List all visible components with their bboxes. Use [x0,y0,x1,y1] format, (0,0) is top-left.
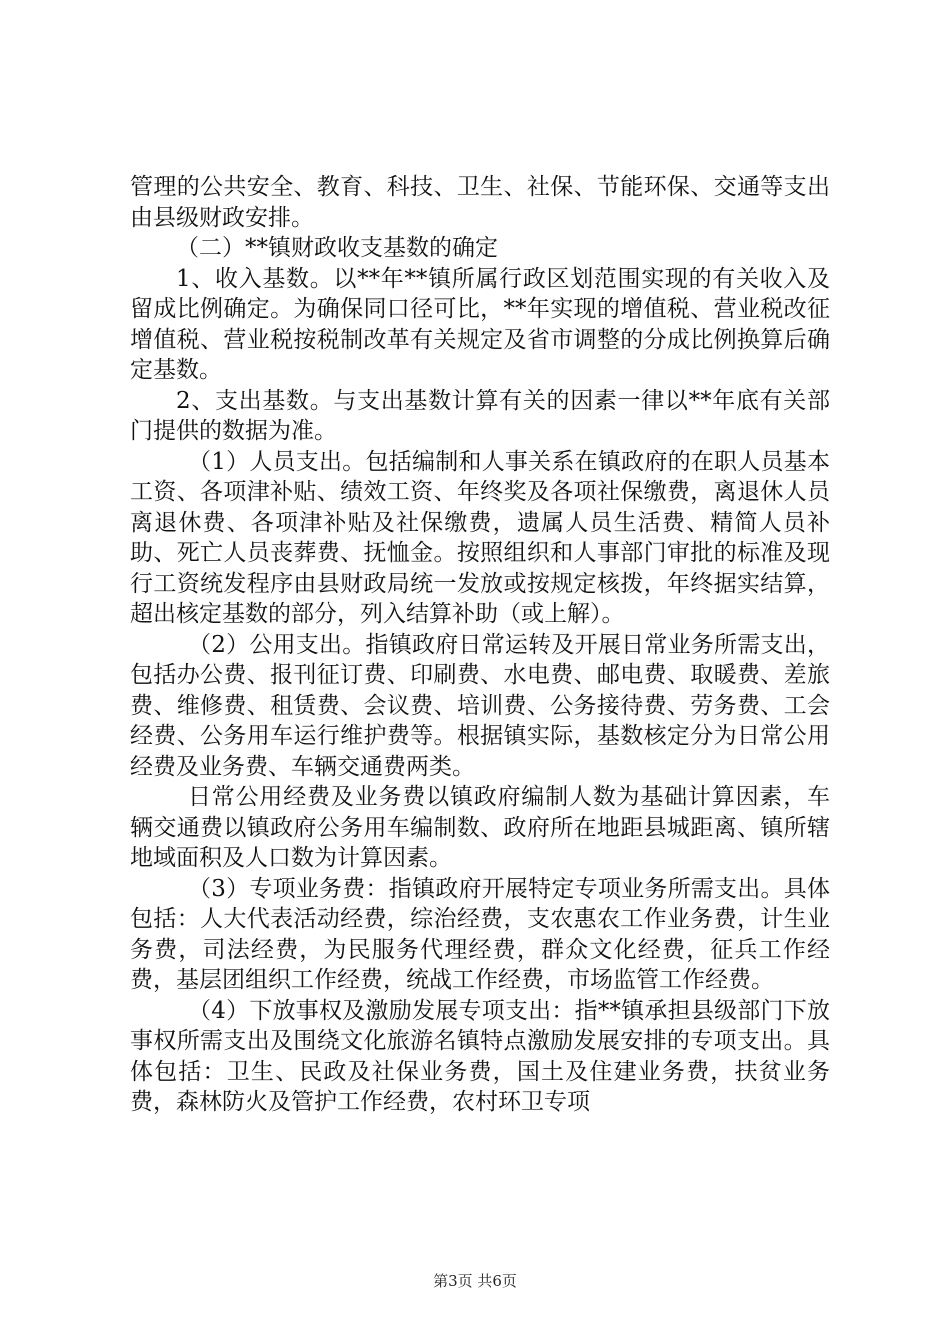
paragraph-public-expenditure: （2）公用支出。指镇政府日常运转及开展日常业务所需支出，包括办公费、报刊征订费、印刷费、水电费、邮电费、取暖费、差旅费、维修费、租赁费、会议费、培训费、公务接待费、劳务费、工会经费、公务用车运行维护费等。根据镇实际，基数核定分为日常公用经费及业务费、车辆交通费两类。 [130,631,830,780]
paragraph-expenditure-base: 2、支出基数。与支出基数计算有关的因素一律以**年底有关部门提供的数据为准。 [130,387,830,444]
paragraph-personnel-expenditure: （1）人员支出。包括编制和人事关系在镇政府的在职人员基本工资、各项津补贴、绩效工资、年终奖及各项社保缴费，离退休人员离退休费、各项津补贴及社保缴费，遗属人员生活费、精简人员补助、死亡人员丧葬费、抚恤金。按照组织和人事部门审批的标准及现行工资统发程序由县财政局统一发放或按规定核拨，年终据实结算，超出核定基数的部分，列入结算补助（或上解）。 [130,448,830,627]
section-heading: （二）**镇财政收支基数的确定 [176,235,498,261]
paragraph-daily-public-funds: 日常公用经费及业务费以镇政府编制人数为基础计算因素，车辆交通费以镇政府公务用车编制数、政府所在地距县城距离、镇所辖地域面积及人口数为计算因素。 [130,784,830,871]
page-footer: 第3页 共6页 [433,1272,517,1290]
document-body [130,172,830,1118]
paragraph-delegated-authority: （4）下放事权及激励发展专项支出：指**镇承担县级部门下放事权所需支出及围绕文化旅游名镇特点激励发展安排的专项支出。具体包括：卫生、民政及社保业务费，国土及住建业务费，扶贫业务费，森林防火及管护工作经费，农村环卫专项 [130,997,830,1115]
paragraph-special-business-fees: （3）专项业务费：指镇政府开展特定专项业务所需支出。具体包括：人大代表活动经费，综治经费，支农惠农工作业务费，计生业务费，司法经费，为民服务代理经费，群众文化经费，征兵工作经费，基层团组织工作经费，统战工作经费，市场监管工作经费。 [130,875,830,993]
paragraph-income-base: 1、收入基数。以**年**镇所属行政区划范围实现的有关收入及留成比例确定。为确保同口径可比，**年实现的增值税、营业税改征增值税、营业税按税制改革有关规定及省市调整的分成比例换算后确定基数。 [130,265,830,383]
paragraph-continued: 管理的公共安全、教育、科技、卫生、社保、节能环保、交通等支出由县级财政安排。 [130,174,830,231]
